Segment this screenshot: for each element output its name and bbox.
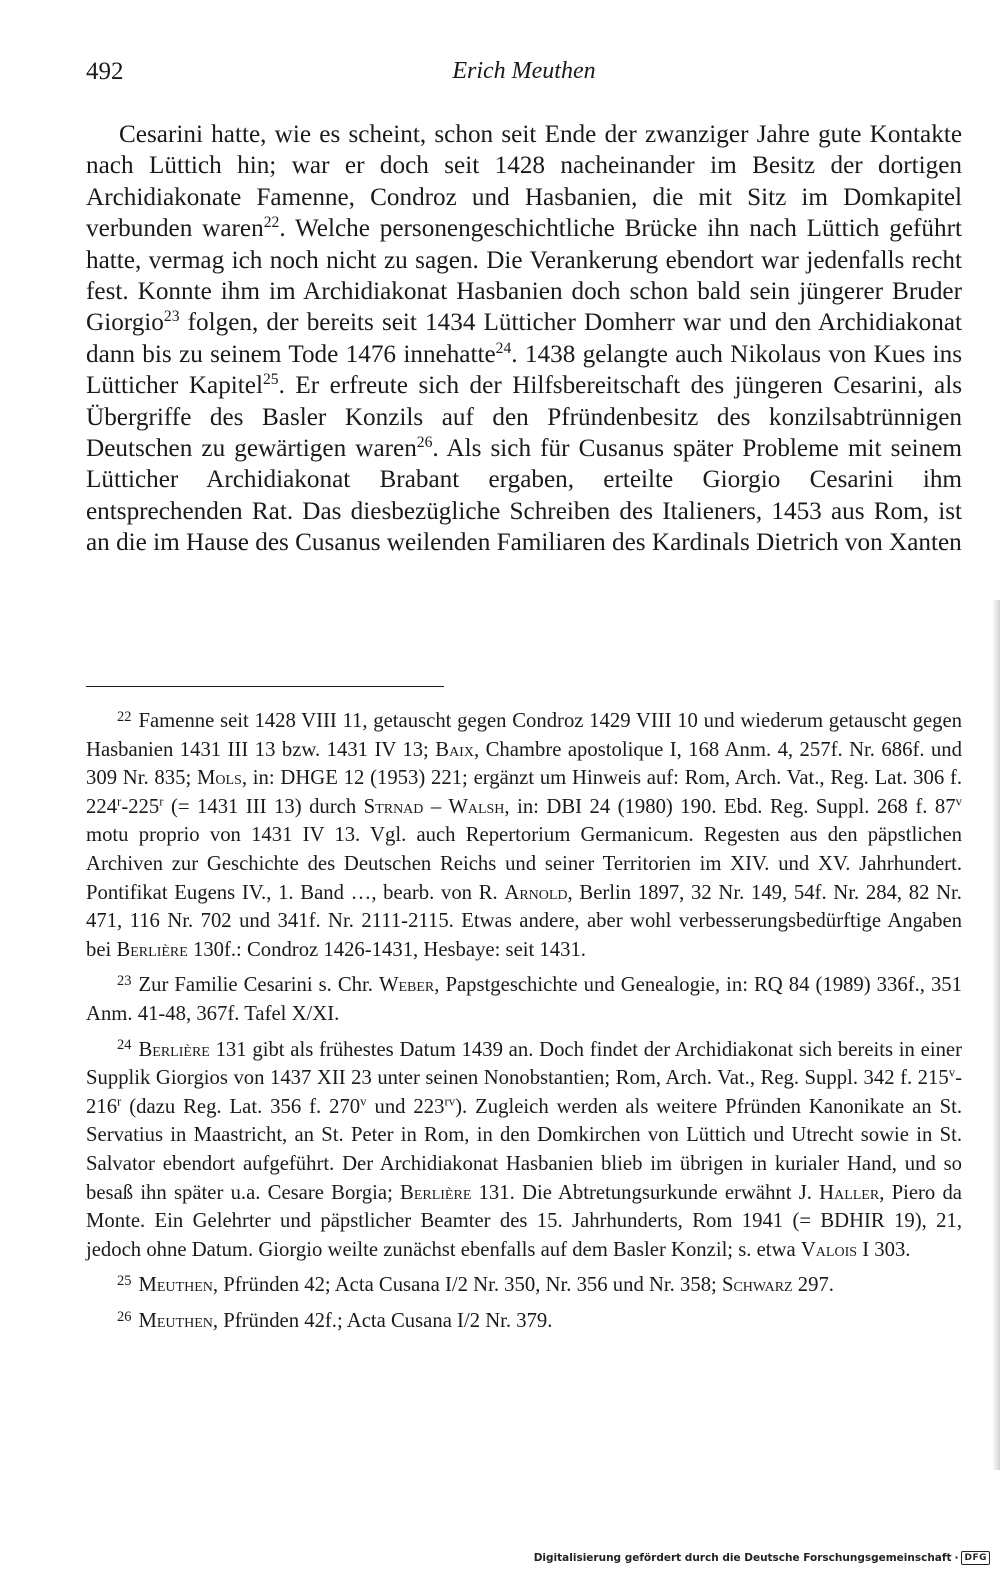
superscript: rv: [444, 1094, 456, 1109]
text-run: , in: DHGE 12 (1953) 221; ergänzt um Hinweis auf: Rom, Arch. Vat., Reg. Lat. 306 f. 224: [86, 767, 963, 818]
author-name-smallcaps: Berlière: [116, 938, 188, 961]
page-header: [86, 58, 962, 92]
text-run: 131 gibt als frühestes Datum 1439 an. Doch findet der Archidiakonat sich bereits in einer Supplik Giorgios von 1437 XII 23 unter seinen Nonobstantien; Rom, Arch. Vat., Reg. Suppl. 342 f. 215: [86, 1038, 962, 1090]
superscript: 24: [495, 339, 512, 357]
text-run: . Als sich für Cusanus später Probleme mit seinem Lütticher Archidiakonat Brabant ergaben, erteilte Giorgio Cesarini ihm entsprechenden Rat. Das diesbezügliche Schreiben des Italieners, 1453 aus Rom, ist an die im Hause des Cusanus weilenden Familiaren des Kardinals Dietrich von Xanten: [86, 435, 962, 557]
author-name-smallcaps: Berlière: [400, 1181, 472, 1204]
footnote-number: 26: [117, 1308, 132, 1325]
text-run: -216: [86, 1067, 962, 1118]
text-run: folgen, der bereits seit 1434 Lütticher Domherr war und den Archidiakonat dann bis zu seinem Tode 1476 innehatte: [86, 309, 962, 368]
text-run: I 303.: [857, 1238, 911, 1261]
footnote-separator-rule: [86, 686, 444, 687]
author-name-smallcaps: Weber: [378, 974, 435, 997]
text-run: -225: [121, 795, 160, 818]
footnote-number: 24: [117, 1037, 132, 1054]
footnote-25: [86, 1271, 962, 1300]
page-number: 492: [86, 58, 124, 85]
text-run: , Pfründen 42f.; Acta Cusana I/2 Nr. 379.: [212, 1309, 553, 1332]
text-run: (dazu Reg. Lat. 356 f. 270: [121, 1095, 361, 1118]
superscript: r: [159, 794, 164, 809]
author-name-smallcaps: Mols: [197, 767, 242, 790]
text-run: . Welche personengeschichtliche Brücke ihn nach Lüttich geführt hatte, vermag ich noch nicht zu sagen. Die Verankerung ebendort war jedenfalls recht fest. Konnte ihm im Archidiakonat Hasbanien doch schon bald sein jüngerer Bruder Giorgio: [86, 215, 962, 337]
superscript: v: [955, 794, 963, 809]
text-run: 131. Die Abtretungsurkunde erwähnt J.: [471, 1181, 820, 1204]
footnote-24: [86, 1036, 962, 1265]
author-name-smallcaps: Meuthen: [138, 1309, 213, 1332]
running-head-author: Erich Meuthen: [452, 58, 596, 84]
author-name-smallcaps: Arnold: [504, 881, 568, 904]
text-run: . 1438 gelangte auch Nikolaus von Kues ins Lütticher Kapitel: [86, 340, 962, 400]
author-name-smallcaps: Haller: [819, 1181, 880, 1204]
footer-separator: ·: [954, 1552, 959, 1564]
footnote-23: [86, 971, 962, 1028]
dfg-logo: DFG: [961, 1551, 990, 1565]
footnote-number: 23: [117, 973, 132, 990]
superscript: r: [117, 1094, 122, 1109]
footnote-number: 25: [117, 1273, 132, 1290]
superscript: 26: [416, 434, 433, 452]
text-run: , Berlin 1897, 32 Nr. 149, 54f. Nr. 284, 82 Nr. 471, 116 Nr. 702 und 341f. Nr. 2111-2115. Etwas andere, aber wohl verbesserungsbedürftige Angaben bei: [86, 881, 962, 961]
author-name-smallcaps: Meuthen: [138, 1274, 213, 1297]
text-run: Cesarini hatte, wie es scheint, schon seit Ende der zwanziger Jahre gute Kontakte nach Lüttich hin; war er doch seit 1428 nacheinander im Besitz der dortigen Archidiakonate Famenne, Condroz und Hasbanien, die mit Sitz im Domkapitel verbunden waren: [86, 121, 962, 243]
text-run: , Papstgeschichte und Genealogie, in: RQ 84 (1989) 336f., 351 Anm. 41-48, 367f. Tafel X/XI.: [86, 974, 962, 1025]
author-name-smallcaps: Berlière: [138, 1038, 210, 1061]
author-name-smallcaps: Baix: [435, 738, 474, 761]
footnote-22: [86, 707, 962, 964]
text-run: 297.: [792, 1274, 834, 1297]
footnotes-section: [86, 707, 962, 1342]
body-paragraph: [86, 119, 962, 559]
text-run: motu proprio von 1431 IV 13. Vgl. auch Repertorium Germanicum. Regesten aus den päpstlichen Archiven zur Geschichte des Deutschen Reichs und seiner Territorien im XIV. und XV. Jahrhundert. Pontifikat Eugens IV., 1. Band …, bearb. von R.: [86, 824, 962, 904]
page-footer: [534, 1551, 990, 1565]
text-run: , in: DBI 24 (1980) 190. Ebd. Reg. Suppl. 268 f. 87: [504, 795, 956, 818]
page-edge-shadow: [992, 600, 1000, 1470]
superscript: v: [360, 1094, 367, 1109]
text-run: 130f.: Condroz 1426-1431, Hesbaye: seit 1431.: [187, 938, 586, 961]
text-run: Famenne seit 1428 VIII 11, getauscht gegen Condroz 1429 VIII 10 und wiederum getauscht gegen Hasbanien 1431 III 13 bzw. 1431 IV 13;: [86, 710, 962, 761]
superscript: r: [117, 794, 122, 809]
text-run: (= 1431 III 13) durch: [163, 795, 364, 818]
author-name-smallcaps: Valois: [800, 1238, 858, 1261]
author-name-smallcaps: Strnad – Walsh: [363, 795, 505, 818]
text-run: , Piero da Monte. Ein Gelehrter und päpstlicher Beamter des 15. Jahrhunderts, Rom 1941 (= BDHIR 19), 21, jedoch ohne Datum. Giorgio weilte zunächst ebenfalls auf dem Basler Konzil; s. etwa: [86, 1181, 962, 1261]
text-run: , Pfründen 42; Acta Cusana I/2 Nr. 350, Nr. 356 und Nr. 358;: [212, 1274, 722, 1297]
superscript: 22: [263, 214, 280, 232]
digitization-note: Digitalisierung gefördert durch die Deutsche Forschungsgemeinschaft: [533, 1552, 952, 1564]
text-run: . Er erfreute sich der Hilfsbereitschaft des jüngeren Cesarini, als Übergriffe des Basler Konzils auf den Pfründenbesitz des konzilsabtrünnigen Deutschen zu gewärtigen waren: [86, 372, 963, 463]
text-run: , Chambre apostolique I, 168 Anm. 4, 257f. Nr. 686f. und 309 Nr. 835;: [86, 738, 962, 790]
superscript: v: [948, 1065, 956, 1080]
text-run: Zur Familie Cesarini s. Chr.: [138, 974, 379, 997]
superscript: 25: [262, 371, 279, 389]
superscript: 23: [163, 308, 180, 326]
author-name-smallcaps: Schwarz: [721, 1274, 793, 1297]
footnote-26: [86, 1307, 962, 1336]
text-run: und 223: [366, 1095, 445, 1118]
text-run: ). Zugleich werden als weitere Pfründen Kanonikate an St. Servatius in Maastricht, an St. Peter in Rom, in den Domkirchen von Lüttich und Utrecht sowie in St. Salvator ebendort aufgeführt. Der Archidiakonat Hasbanien blieb im übrigen in kurialer Hand, und so besaß ihn später u.a. Cesare Borgia;: [86, 1095, 962, 1204]
footnote-number: 22: [117, 708, 132, 725]
